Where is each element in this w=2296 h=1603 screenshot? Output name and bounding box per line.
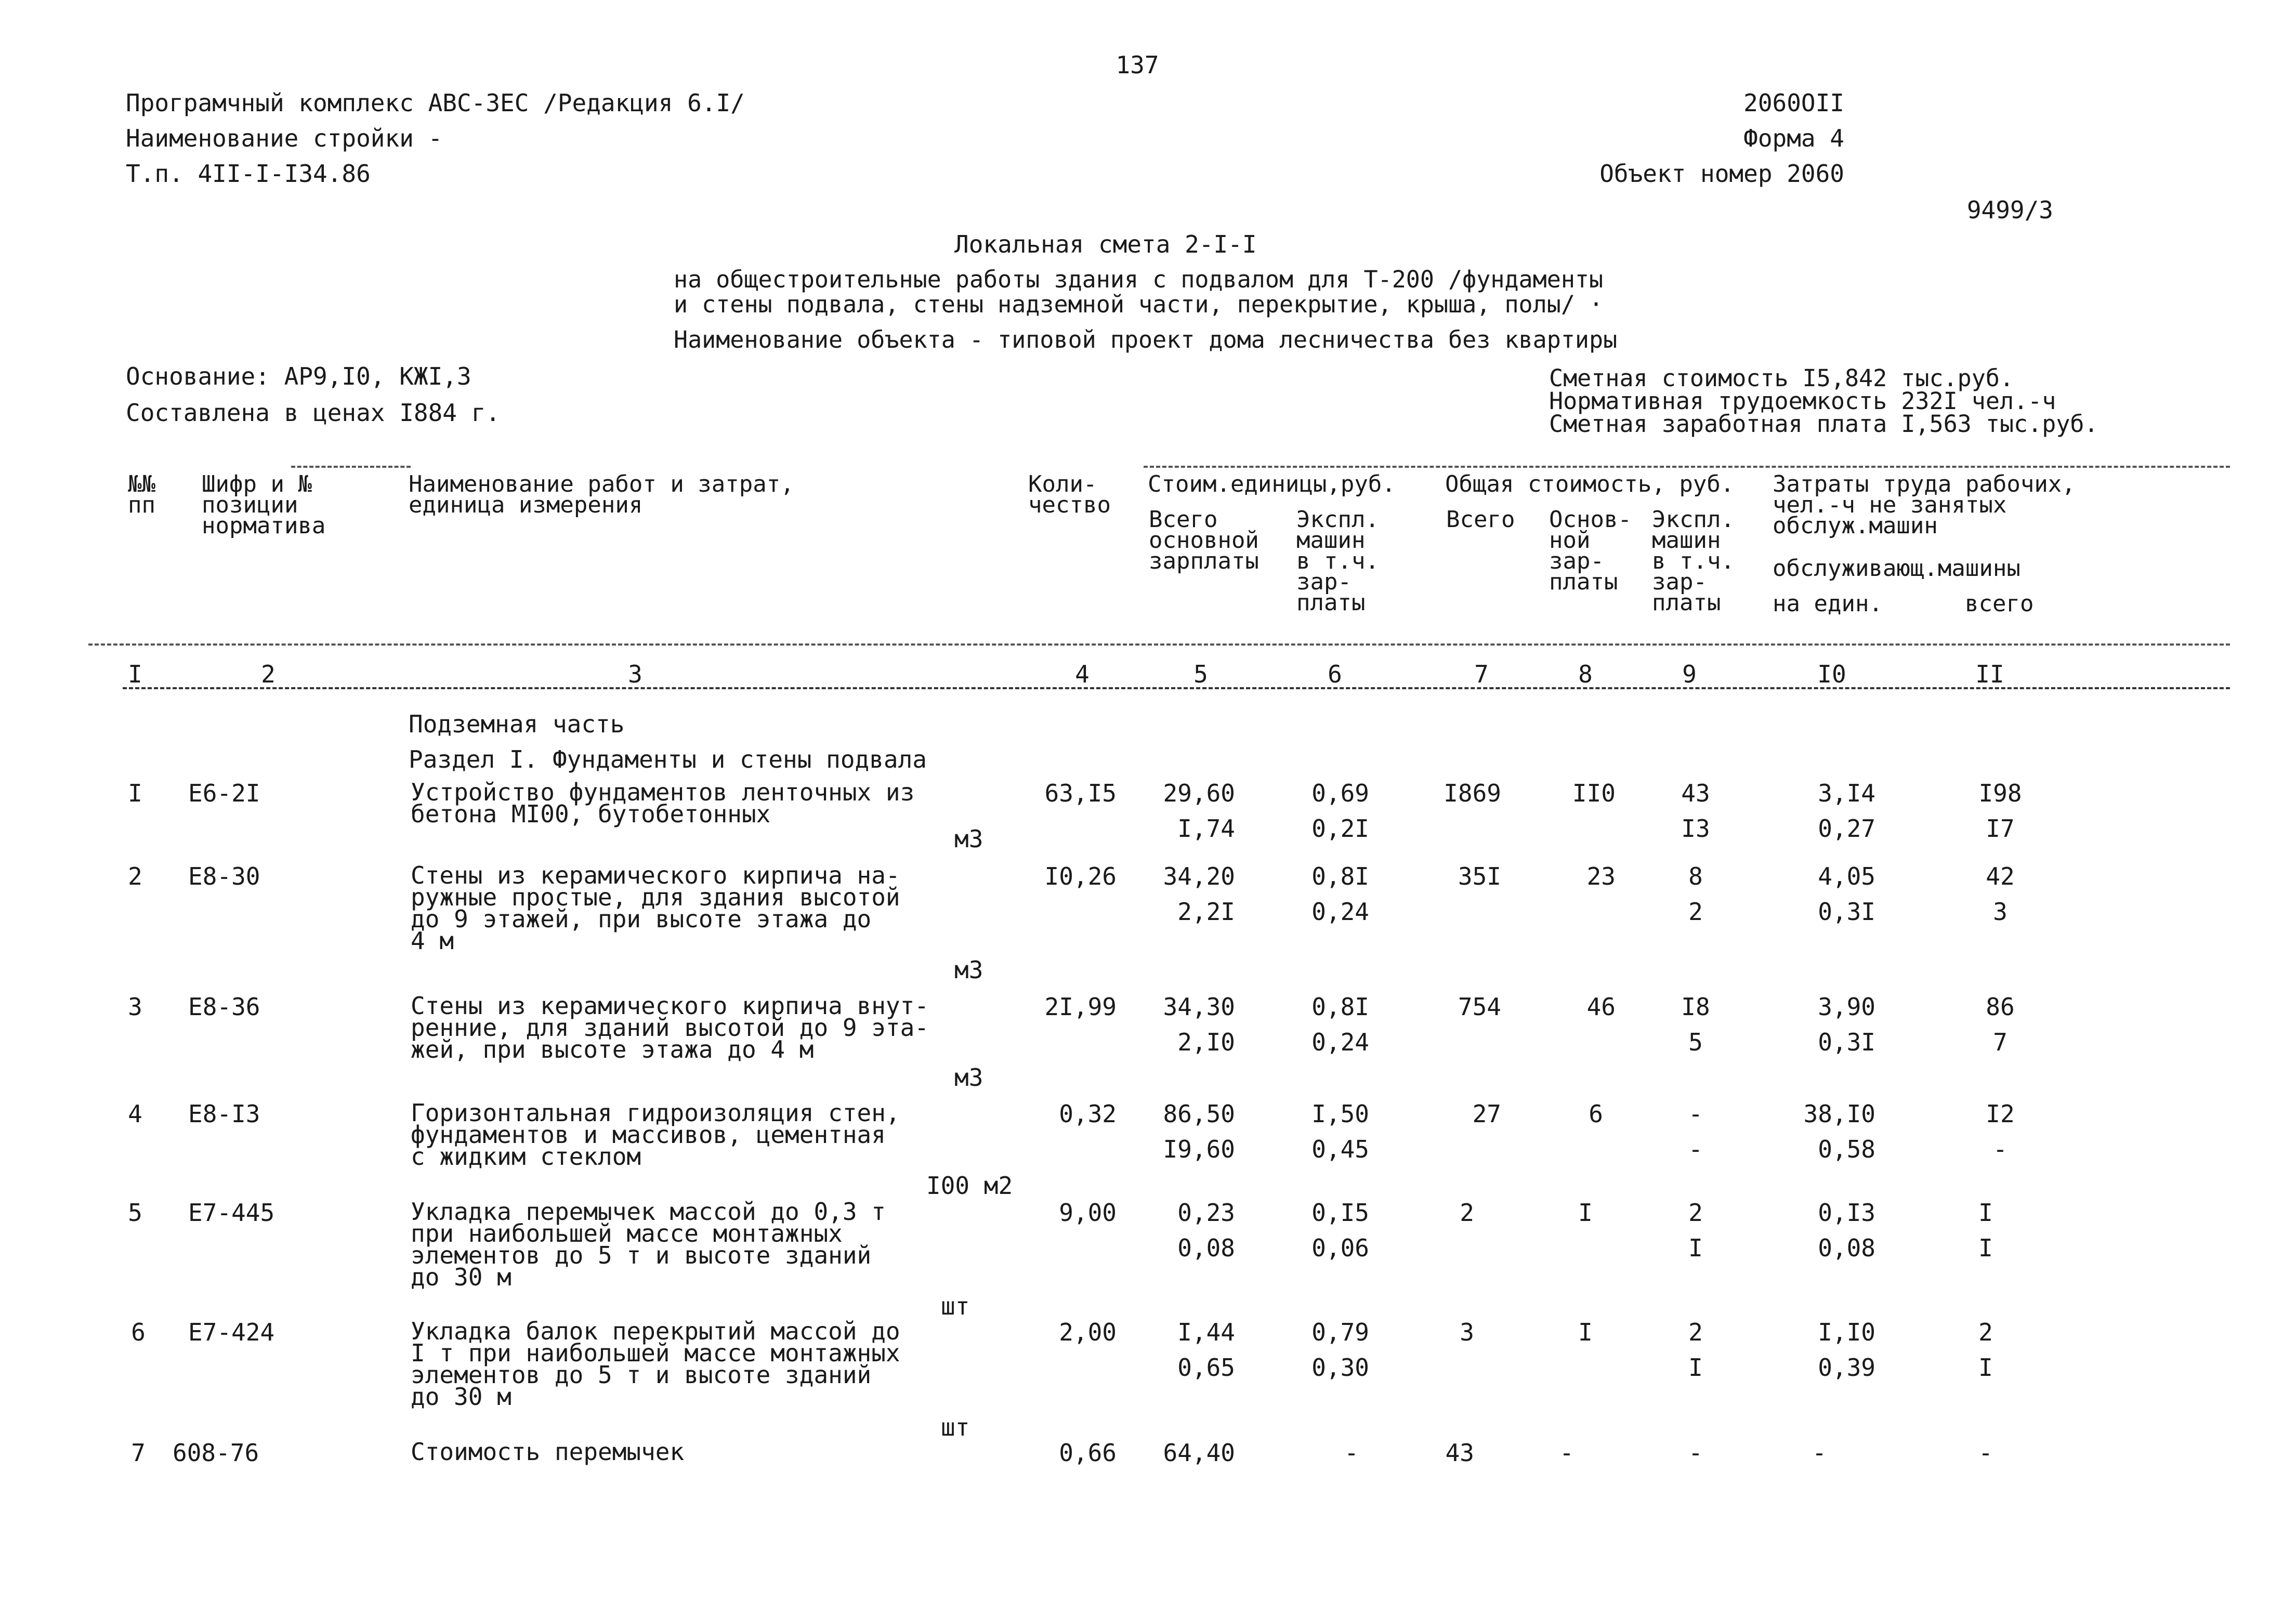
row-unit-cost: 86,50 [1163, 1100, 1235, 1128]
section-heading: Раздел I. Фундаменты и стены подвала [409, 745, 927, 773]
basis-documents: Основание: АР9,I0, КЖI,3 [126, 362, 471, 390]
row-description: Стены из керамического кирпича внут- ренние, для зданий высотой до 9 эта- жей, при высоте этажа до 4 м [411, 992, 929, 1063]
part-heading: Подземная часть [409, 710, 625, 738]
row-labor-machines-per-unit: 0,27 [1818, 814, 1875, 843]
header-top-rule-1 [291, 466, 411, 468]
row-unit-machines-wage: 0,24 [1311, 898, 1369, 926]
row-labor-machines-per-unit: 0,3I [1818, 898, 1875, 926]
row-total-cost: 35I [1458, 862, 1501, 890]
row-unit: м3 [954, 825, 983, 853]
row-description: Стены из керамического кирпича на- ружные простые, для здания высотой до 9 этажей, при высоте этажа до 4 м [411, 861, 900, 955]
row-labor-per-unit: 38,I0 [1803, 1100, 1875, 1128]
col-number-4: 4 [1075, 660, 1090, 688]
row-total-machines: 43 [1681, 779, 1710, 807]
row-unit-machines: - [1344, 1439, 1359, 1467]
row-code: Е7-424 [188, 1318, 275, 1346]
col-header-total-labor: всего [1965, 590, 2034, 617]
row-total-machines-wage: I3 [1681, 814, 1710, 843]
col-header-base-wage: Основ- ной зар- платы [1549, 506, 1632, 595]
row-unit: м3 [954, 1063, 983, 1092]
row-quantity: 0,66 [1059, 1439, 1117, 1467]
col-header-unit-cost-group: Стоим.единицы,руб. [1148, 471, 1396, 497]
row-code: Е6-2I [188, 779, 260, 807]
row-unit: шт [941, 1292, 970, 1320]
row-total-machines: 2 [1688, 1318, 1703, 1346]
row-labor-per-unit: 4,05 [1818, 862, 1875, 890]
row-quantity: 2I,99 [1044, 993, 1117, 1021]
row-total-cost: I869 [1444, 779, 1501, 807]
row-unit-machines: 0,I5 [1311, 1199, 1369, 1227]
price-base: Составлена в ценах I884 г. [126, 399, 501, 427]
row-labor-total: I2 [1986, 1100, 2015, 1128]
object-name: Наименование объекта - типовой проект дома лесничества без квартиры [674, 326, 1618, 353]
row-total-machines-wage: I [1688, 1234, 1703, 1262]
row-description: Устройство фундаментов ленточных из бетона МI00, бутобетонных [411, 778, 915, 828]
row-unit-cost: 0,23 [1177, 1199, 1235, 1227]
row-number: I [128, 779, 142, 807]
row-total-machines-wage: 2 [1688, 898, 1703, 926]
row-labor-machines-total: - [1993, 1135, 2008, 1163]
row-labor-per-unit: 3,90 [1818, 993, 1875, 1021]
row-unit-cost: 34,20 [1163, 862, 1235, 890]
row-labor-total: 2 [1978, 1318, 1993, 1346]
row-quantity: 0,32 [1059, 1100, 1117, 1128]
row-number: 6 [131, 1318, 146, 1346]
row-quantity: 63,I5 [1044, 779, 1117, 807]
row-labor-per-unit: I,I0 [1818, 1318, 1875, 1346]
col-header-unit-machines: Экспл. машин в т.ч. зар- платы [1296, 506, 1379, 616]
row-unit-machines: 0,69 [1311, 779, 1369, 807]
row-total-machines: I8 [1681, 993, 1710, 1021]
col-number-10: I0 [1817, 660, 1846, 688]
row-labor-per-unit: 3,I4 [1818, 779, 1875, 807]
row-unit-machines-wage: 0,45 [1311, 1135, 1369, 1163]
row-labor-total: 42 [1986, 862, 2015, 890]
col-header-number: №№ пп [128, 471, 155, 518]
col-number-6: 6 [1328, 660, 1342, 688]
row-base-wage: 23 [1586, 862, 1616, 890]
row-labor-per-unit: 0,I3 [1818, 1199, 1875, 1227]
row-labor-machines-per-unit: 0,39 [1818, 1354, 1875, 1382]
col-number-5: 5 [1193, 660, 1208, 688]
row-total-cost: 2 [1460, 1199, 1474, 1227]
row-total-machines-wage: I [1688, 1354, 1703, 1382]
estimated-wage: Сметная заработная плата I,563 тыс.руб. [1549, 410, 2098, 438]
row-unit: I00 м2 [926, 1172, 1013, 1200]
row-unit-cost: 64,40 [1163, 1439, 1235, 1467]
row-number: 2 [128, 862, 142, 890]
row-unit-wage: I,74 [1177, 814, 1235, 843]
row-unit-wage: 0,65 [1177, 1354, 1235, 1382]
row-labor-machines-total: 3 [1993, 898, 2008, 926]
row-unit-machines-wage: 0,24 [1311, 1028, 1369, 1056]
row-code: 608-76 [173, 1439, 259, 1467]
row-base-wage: II0 [1572, 779, 1616, 807]
col-number-8: 8 [1578, 660, 1593, 688]
col-header-total-machines: Экспл. машин в т.ч. зар- платы [1652, 506, 1735, 616]
row-labor-total: I98 [1978, 779, 2022, 807]
row-total-machines-wage: 5 [1688, 1028, 1703, 1056]
row-unit-machines-wage: 0,30 [1311, 1354, 1369, 1382]
row-total-cost: 27 [1472, 1100, 1501, 1128]
col-header-code: Шифр и № позиции норматива [202, 471, 326, 539]
header-bottom-rule [88, 643, 2230, 646]
row-unit-cost: 29,60 [1163, 779, 1235, 807]
header-object-number: Объект номер 2060 [1599, 160, 1844, 188]
row-unit-machines-wage: 0,2I [1311, 814, 1369, 843]
row-labor-per-unit: - [1812, 1439, 1827, 1467]
row-description: Укладка перемычек массой до 0,3 т при наибольшей массе монтажных элементов до 5 т и высоте зданий до 30 м [411, 1198, 886, 1291]
row-labor-machines-per-unit: 0,08 [1818, 1234, 1875, 1262]
col-number-2: 2 [261, 660, 275, 688]
row-total-cost: 754 [1458, 993, 1501, 1021]
col-header-name: Наименование работ и затрат, единица измерения [409, 471, 794, 518]
row-code: Е8-I3 [188, 1100, 260, 1128]
col-number-rule [123, 687, 2230, 689]
row-number: 7 [131, 1439, 146, 1467]
row-base-wage: 46 [1586, 993, 1616, 1021]
header-code: 2060OII [1743, 89, 1844, 117]
col-number-7: 7 [1474, 660, 1489, 688]
row-labor-machines-per-unit: 0,58 [1818, 1135, 1875, 1163]
header-construction: Наименование стройки - [126, 124, 443, 152]
row-unit-machines: 0,8I [1311, 862, 1369, 890]
row-base-wage: 6 [1589, 1100, 1603, 1128]
row-unit-wage: 0,08 [1177, 1234, 1235, 1262]
row-quantity: 9,00 [1059, 1199, 1117, 1227]
row-code: Е8-36 [188, 993, 260, 1021]
row-labor-machines-total: 7 [1993, 1028, 2008, 1056]
row-code: Е8-30 [188, 862, 260, 890]
row-labor-total: 86 [1986, 993, 2015, 1021]
estimated-cost: Сметная стоимость I5,842 тыс.руб. [1549, 364, 2014, 392]
row-labor-machines-total: I7 [1986, 814, 2015, 843]
row-unit-cost: I,44 [1177, 1318, 1235, 1346]
row-base-wage: - [1559, 1439, 1574, 1467]
row-total-machines: 2 [1688, 1199, 1703, 1227]
row-total-machines-wage: - [1688, 1135, 1703, 1163]
row-description: Укладка балок перекрытий массой до I т при наибольшей массе монтажных элементов до 5 т и высоте зданий до 30 м [411, 1317, 900, 1411]
row-labor-machines-total: I [1978, 1234, 1993, 1262]
row-total-cost: 43 [1445, 1439, 1474, 1467]
row-unit: м3 [954, 956, 983, 984]
col-number-3: 3 [628, 660, 642, 688]
col-header-unit-total-wage: Всего основной зарплаты [1149, 506, 1259, 574]
header-top-rule-2 [1144, 466, 2230, 468]
col-header-quantity: Коли- чество [1028, 471, 1111, 518]
page-number: 137 [1116, 51, 1159, 79]
row-unit-cost: 34,30 [1163, 993, 1235, 1021]
col-number-1: I [128, 660, 142, 688]
row-base-wage: I [1578, 1318, 1593, 1346]
row-unit-machines: I,50 [1311, 1100, 1369, 1128]
estimate-title: Локальная смета 2-I-I [954, 230, 1257, 258]
header-form: Форма 4 [1743, 124, 1844, 152]
estimate-subtitle-line1: на общестроительные работы здания с подвалом для Т-200 /фундаменты [674, 266, 1604, 293]
row-code: Е7-445 [188, 1199, 275, 1227]
row-unit-machines: 0,79 [1311, 1318, 1369, 1346]
row-unit-machines-wage: 0,06 [1311, 1234, 1369, 1262]
row-number: 5 [128, 1199, 142, 1227]
col-number-9: 9 [1682, 660, 1697, 688]
row-number: 4 [128, 1100, 142, 1128]
row-number: 3 [128, 993, 142, 1021]
row-unit-wage: 2,2I [1177, 898, 1235, 926]
col-header-per-unit: на един. [1773, 590, 1883, 617]
col-header-total-cost-group: Общая стоимость, руб. [1445, 471, 1735, 497]
row-unit-wage: 2,I0 [1177, 1028, 1235, 1056]
row-unit-machines: 0,8I [1311, 993, 1369, 1021]
row-labor-total: I [1978, 1199, 1993, 1227]
header-program: Програмчный комплекс АВС-ЗЕС /Редакция 6.I/ [126, 89, 745, 117]
row-description: Горизонтальная гидроизоляция стен, фундаментов и массивов, цементная с жидким стеклом [411, 1099, 900, 1171]
col-header-total: Всего [1446, 506, 1515, 533]
row-labor-total: - [1978, 1439, 1993, 1467]
doc-reference: 9499/3 [1966, 196, 2053, 224]
row-base-wage: I [1578, 1199, 1593, 1227]
row-labor-machines-total: I [1978, 1354, 1993, 1382]
col-header-labor-group: Затраты труда рабочих, чел.-ч не занятых обслуж.машин [1773, 471, 2076, 539]
row-labor-machines-per-unit: 0,3I [1818, 1028, 1875, 1056]
row-quantity: I0,26 [1044, 862, 1117, 890]
row-total-machines: - [1688, 1439, 1703, 1467]
col-number-11: II [1975, 660, 2004, 688]
row-unit: шт [941, 1413, 970, 1441]
row-description: Стоимость перемычек [411, 1438, 685, 1466]
labor-intensity: Нормативная трудоемкость 232I чел.-ч [1549, 387, 2056, 415]
row-total-machines: - [1688, 1100, 1703, 1128]
header-project: Т.п. 4II-I-I34.86 [126, 160, 371, 188]
estimate-subtitle-line2: и стены подвала, стены надземной части, перекрытие, крыша, полы/ · [674, 291, 1604, 318]
row-unit-wage: I9,60 [1163, 1135, 1235, 1163]
row-quantity: 2,00 [1059, 1318, 1117, 1346]
row-total-cost: 3 [1460, 1318, 1474, 1346]
row-total-machines: 8 [1688, 862, 1703, 890]
col-header-labor-machines: обслуживающ.машины [1773, 555, 2021, 582]
